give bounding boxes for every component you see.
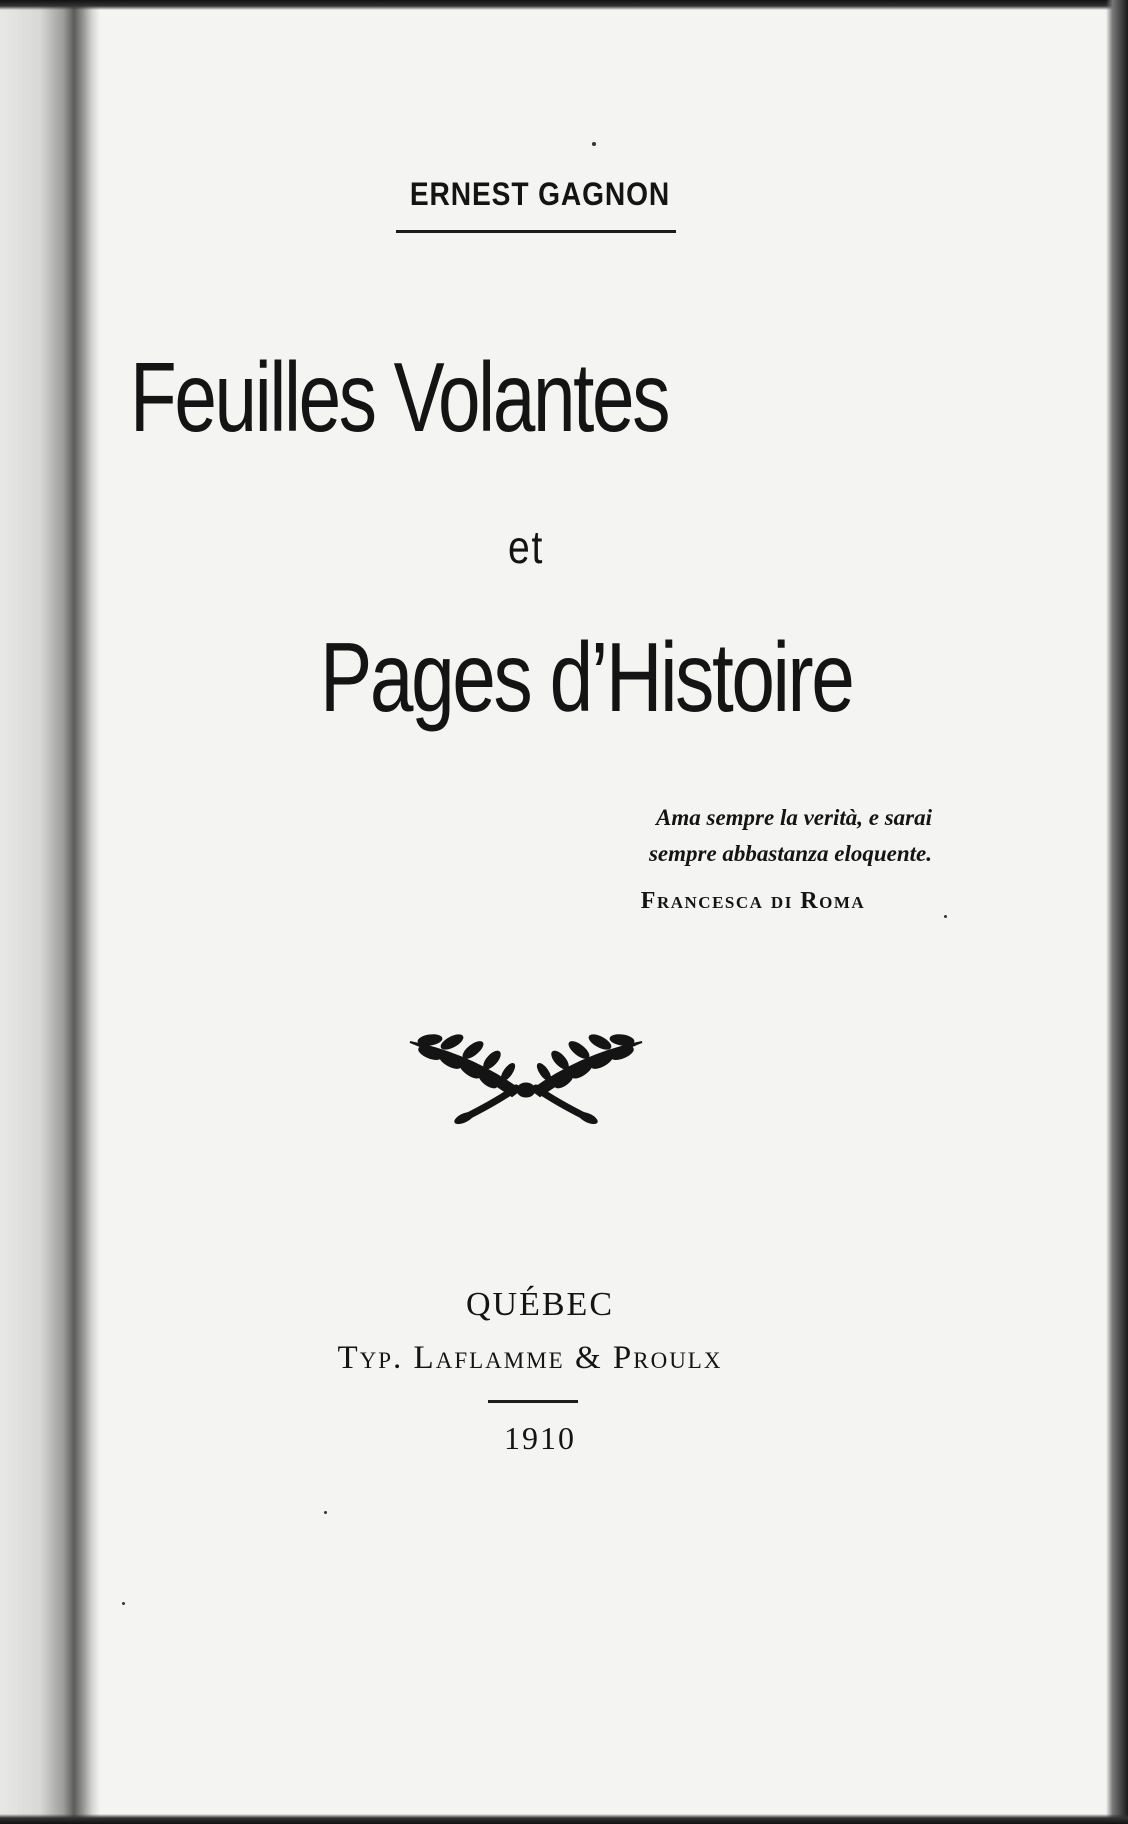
epigraph-attribution: Francesca di Roma bbox=[640, 888, 866, 914]
paper-speck bbox=[944, 915, 947, 918]
book-title-line-1: Feuilles Volantes bbox=[130, 342, 669, 452]
paper-speck bbox=[324, 1511, 327, 1514]
paper-speck bbox=[122, 1602, 125, 1605]
imprint-year: 1910 bbox=[504, 1420, 576, 1456]
epigraph-line: sempre abbastanza eloquente. bbox=[648, 841, 932, 866]
epigraph-line: Ama sempre la verità, e sarai bbox=[656, 805, 932, 830]
paper-speck bbox=[592, 142, 596, 146]
imprint-printer: Typ. Laflamme & Proulx bbox=[337, 1340, 723, 1376]
book-title-line-2: Pages d’Histoire bbox=[320, 622, 853, 732]
imprint-rule bbox=[488, 1400, 578, 1403]
crossed-laurel-branches-icon bbox=[400, 1028, 652, 1132]
imprint-place: QUÉBEC bbox=[466, 1286, 614, 1323]
author-underline-rule bbox=[396, 230, 676, 233]
book-title-conjunction: et bbox=[508, 521, 545, 573]
author-name: ERNEST GAGNON bbox=[409, 176, 671, 212]
epigraph bbox=[520, 800, 932, 872]
